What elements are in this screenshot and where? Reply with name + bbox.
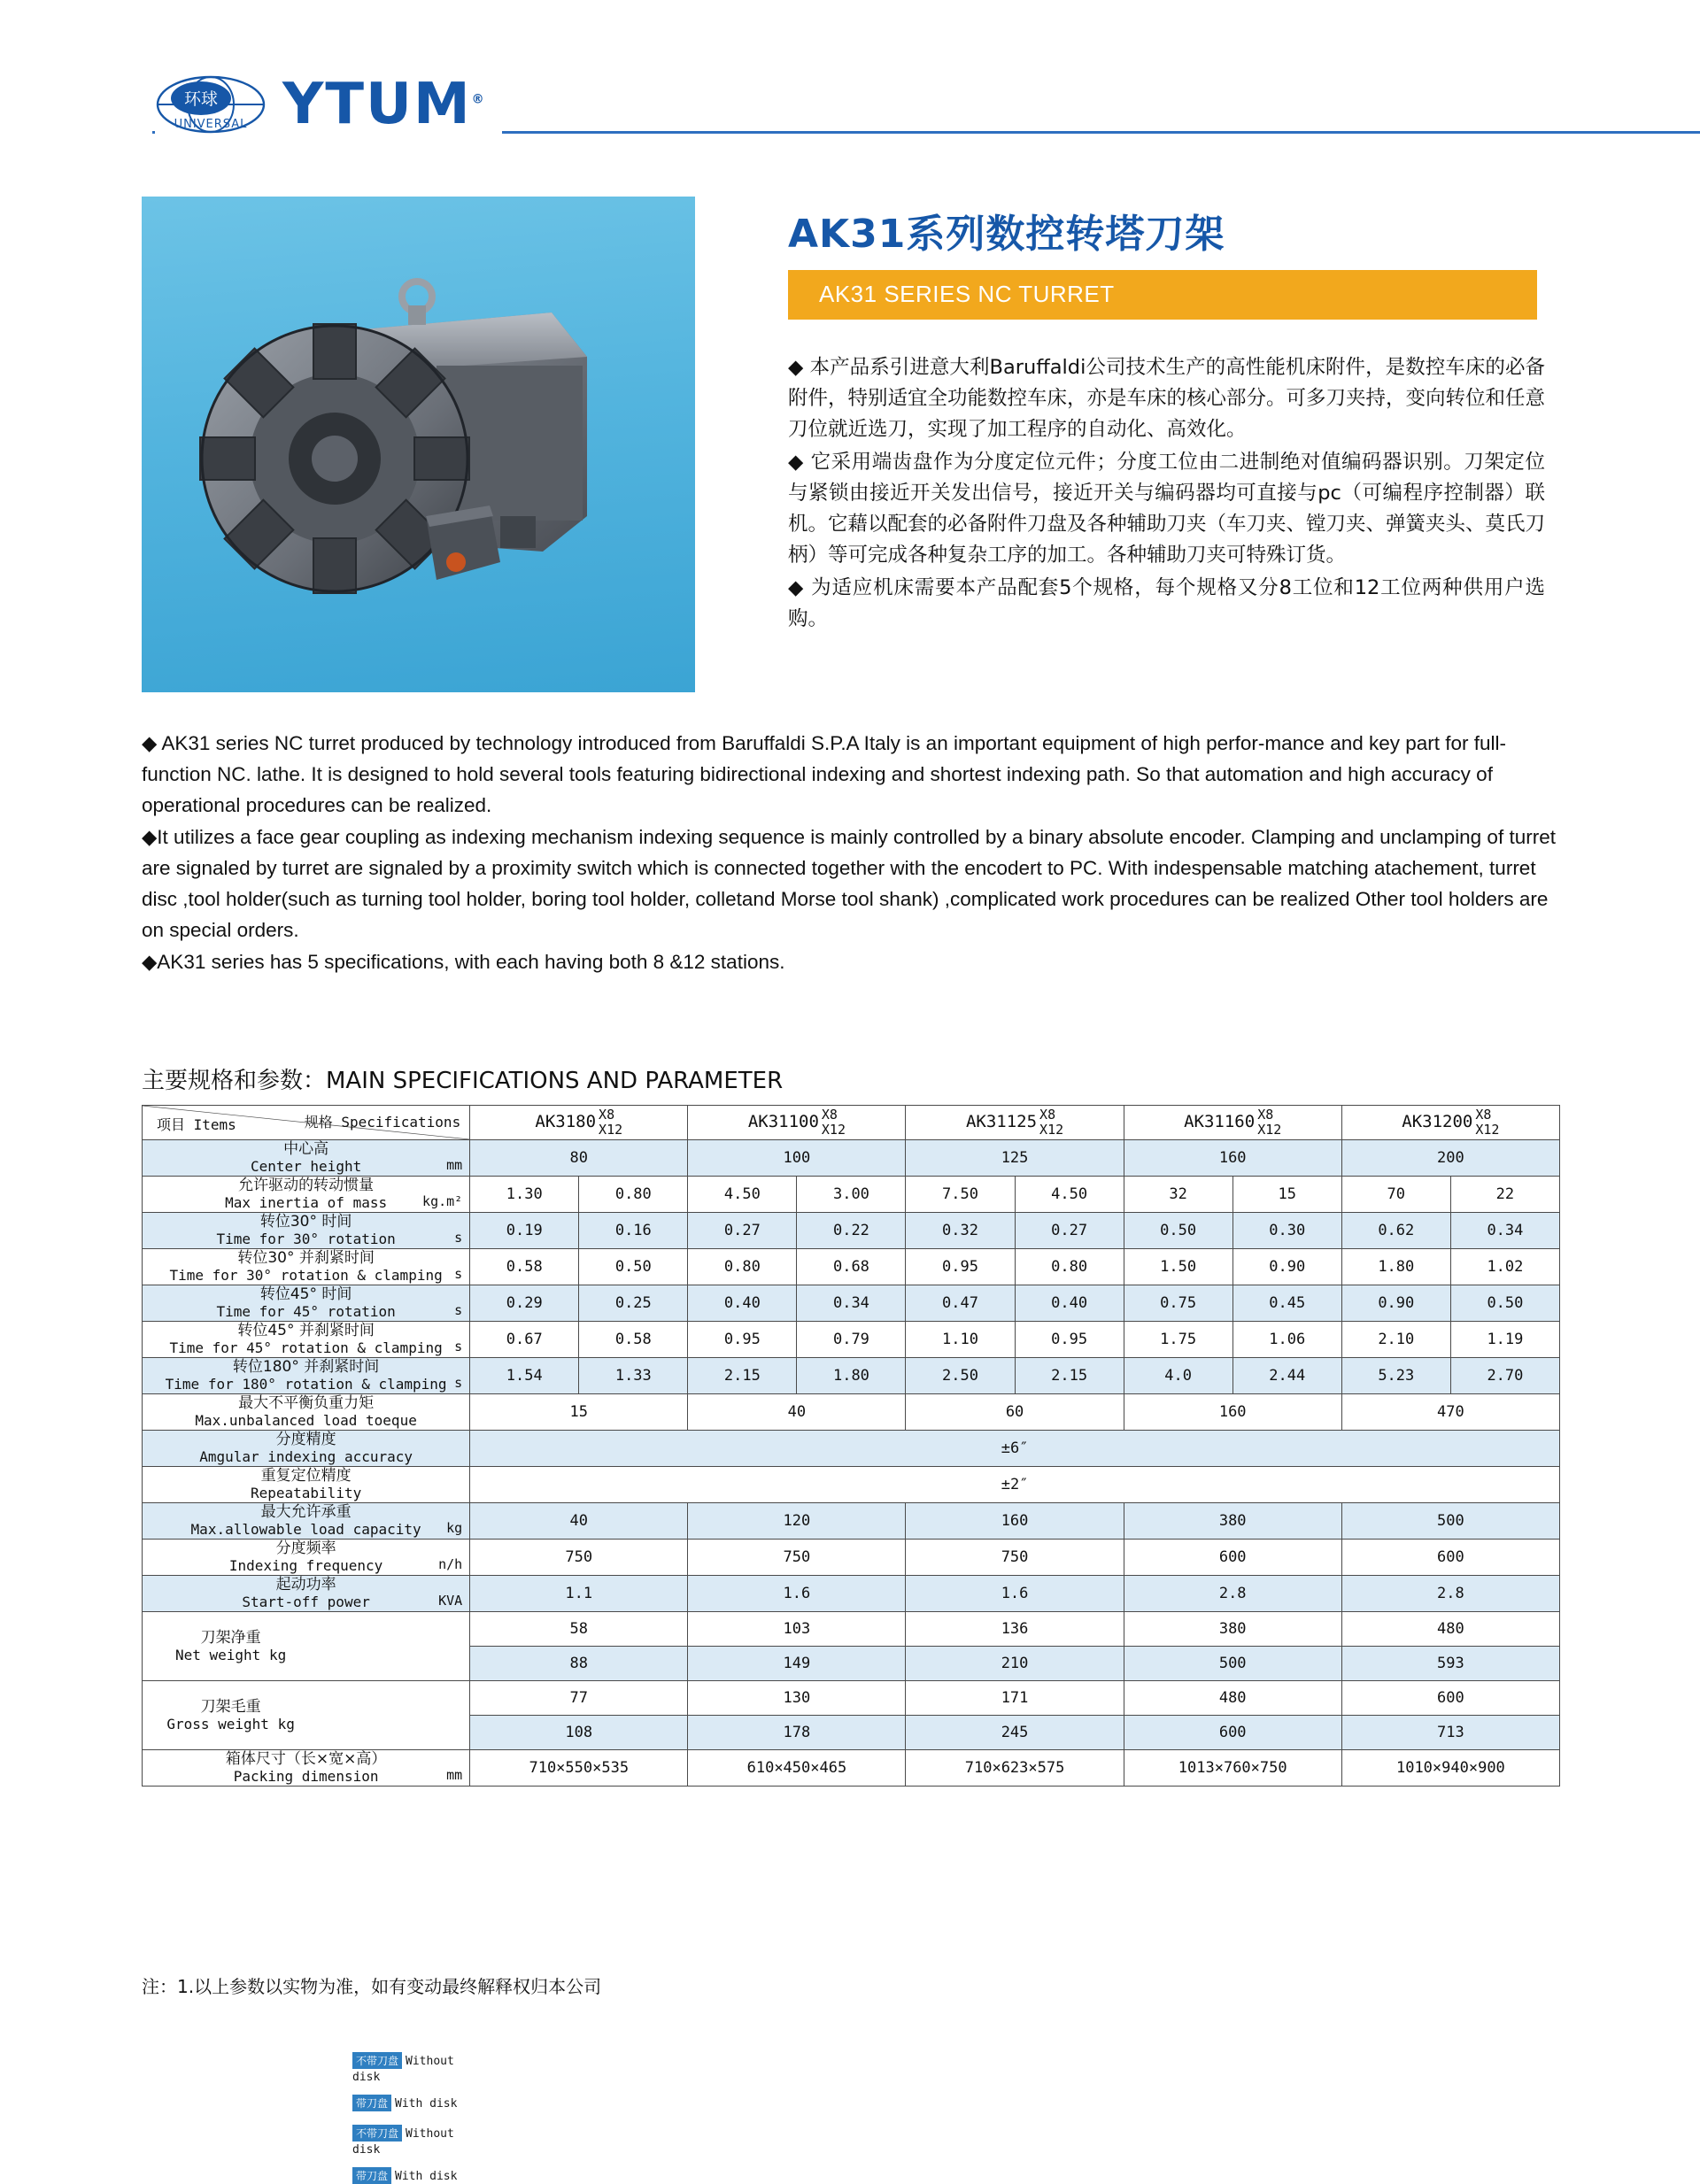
en-paragraph-3: ◆AK31 series has 5 specifications, with each having both 8 &12 stations. <box>142 951 785 973</box>
cell-value: 480 <box>1341 1612 1559 1647</box>
model-x8: X8 <box>1039 1107 1056 1123</box>
cell-value: 120 <box>688 1503 906 1540</box>
table-row <box>143 1394 1560 1431</box>
row-label <box>143 1358 470 1394</box>
row-unit: s <box>454 1339 463 1354</box>
cell-value: 1.06 <box>1232 1322 1341 1358</box>
cell-value: 1.80 <box>1341 1249 1450 1285</box>
row-label-en: Max.allowable load capacity <box>190 1521 421 1538</box>
model-header-5 <box>1341 1106 1559 1140</box>
turret-illustration <box>171 251 667 658</box>
header-mask <box>0 62 152 147</box>
cell-value: 60 <box>906 1394 1124 1431</box>
cell-value: 750 <box>906 1540 1124 1576</box>
cell-value: 2.8 <box>1124 1576 1341 1612</box>
cell-value: 77 <box>470 1681 688 1716</box>
model-name: AK3180 <box>535 1112 597 1131</box>
model-name: AK31200 <box>1402 1112 1473 1131</box>
spec-heading: 主要规格和参数：MAIN SPECIFICATIONS AND PARAMETER <box>142 1068 784 1094</box>
cell-value: 0.34 <box>1450 1213 1559 1249</box>
cn-paragraph-3: ◆ 为适应机床需要本产品配套5个规格，每个规格又分8工位和12工位两种供用户选购。 <box>788 576 1545 630</box>
cell-value: 750 <box>688 1540 906 1576</box>
cell-value: 1.1 <box>470 1576 688 1612</box>
cell-value: 0.27 <box>688 1213 797 1249</box>
cell-value: 600 <box>1124 1540 1341 1576</box>
brand-logo <box>155 69 502 140</box>
svg-text:环球: 环球 <box>183 89 219 109</box>
table-row <box>143 1467 1560 1503</box>
cell-value: ±6″ <box>470 1431 1560 1467</box>
cell-value: 103 <box>688 1612 906 1647</box>
row-label-en: Time for 30° rotation & clamping <box>169 1267 443 1284</box>
cell-value: 0.27 <box>1015 1213 1124 1249</box>
row-label-cn: 箱体尺寸（长×宽×高） <box>225 1750 387 1768</box>
footer-note: 注：1.以上参数以实物为准，如有变动最终解释权归本公司 <box>142 1976 602 1997</box>
cell-value: 2.70 <box>1450 1358 1559 1394</box>
model-name: AK31100 <box>747 1112 819 1131</box>
weight-subtags-net <box>352 2052 468 2111</box>
row-label-en: Time for 180° rotation & clamping <box>165 1376 447 1393</box>
cell-value: 2.8 <box>1341 1576 1559 1612</box>
cell-value: 600 <box>1341 1681 1559 1716</box>
cell-value: 710×550×535 <box>470 1750 688 1787</box>
model-x8: X8 <box>821 1107 838 1123</box>
cell-value: 480 <box>1124 1681 1341 1716</box>
cell-value: 0.45 <box>1232 1285 1341 1322</box>
model-x8: X8 <box>1475 1107 1492 1123</box>
table-row <box>143 1358 1560 1394</box>
cell-value: 7.50 <box>906 1177 1015 1213</box>
cell-value: 0.50 <box>1124 1213 1232 1249</box>
cell-value: 160 <box>1124 1140 1341 1177</box>
row-label-cn: 重复定位精度 <box>260 1467 352 1485</box>
cell-value: 710×623×575 <box>906 1750 1124 1787</box>
row-label-cn: 中心高 <box>283 1140 329 1158</box>
cn-paragraph-2: ◆ 它采用端齿盘作为分度定位元件；分度工位由二进制绝对值编码器识别。刀架定位与紧锁由接近开关发出信号，接近开关与编码器均可直接与pc（可编程序控制器）联机。它藉以配套的必备附件刀盘及各种辅助刀夹（车刀夹、镗刀夹、弹簧夹头、莫氏刀柄）等可完成各种复杂工序的加工。各种辅助刀夹可特殊订货。 <box>788 451 1546 567</box>
row-label <box>143 1213 470 1249</box>
cell-value: 0.58 <box>470 1249 579 1285</box>
row-label-en: Max inertia of mass <box>225 1194 388 1211</box>
table-row <box>143 1750 1560 1787</box>
cell-value: 1.19 <box>1450 1322 1559 1358</box>
row-label-en: Repeatability <box>250 1485 362 1501</box>
cell-value: 80 <box>470 1140 688 1177</box>
cell-value: 0.29 <box>470 1285 579 1322</box>
english-description <box>142 728 1558 978</box>
row-label-en: Amgular indexing accuracy <box>199 1448 413 1465</box>
cn-paragraph-1: ◆ 本产品系引进意大利Baruffaldi公司技术生产的高性能机床附件，是数控车床的必备附件，特别适宜全功能数控车床，亦是车床的核心部分。可多刀夹持，变向转位和任意刀位就近选刀，实现了加工程序的自动化、高效化。 <box>788 356 1546 441</box>
cell-value: 70 <box>1341 1177 1450 1213</box>
cell-value: 0.62 <box>1341 1213 1450 1249</box>
model-header-2 <box>688 1106 906 1140</box>
model-x8: X8 <box>599 1107 615 1123</box>
cell-value: 380 <box>1124 1612 1341 1647</box>
cell-value: 0.47 <box>906 1285 1015 1322</box>
cell-value: 0.30 <box>1232 1213 1341 1249</box>
cell-value: 2.50 <box>906 1358 1015 1394</box>
row-label <box>143 1576 470 1612</box>
row-label-en: Max.unbalanced load toeque <box>195 1412 417 1429</box>
model-header-1 <box>470 1106 688 1140</box>
row-unit: n/h <box>438 1556 463 1572</box>
cell-value: 0.95 <box>906 1249 1015 1285</box>
cell-value: 4.50 <box>1015 1177 1124 1213</box>
product-photo <box>142 197 695 692</box>
cell-value: ±2″ <box>470 1467 1560 1503</box>
cell-value: 500 <box>1124 1647 1341 1681</box>
row-unit: s <box>454 1375 463 1391</box>
page-header <box>0 0 1700 177</box>
cell-value: 22 <box>1450 1177 1559 1213</box>
table-row <box>143 1285 1560 1322</box>
row-label <box>143 1750 470 1787</box>
registered-mark: ® <box>471 92 486 107</box>
cell-value: 108 <box>470 1716 688 1750</box>
cell-value: 600 <box>1124 1716 1341 1750</box>
cell-value: 0.16 <box>579 1213 688 1249</box>
cell-value: 210 <box>906 1647 1124 1681</box>
en-paragraph-2: ◆It utilizes a face gear coupling as indexing mechanism indexing sequence is mainly controlled by a binary absolute encoder. Clamping and unclamping of turret are signaled by turret are signaled by a proximity switch which is connected together with the encodert to PC. With indespensable matching atachement, turret disc ,tool holder(such as turning tool holder, boring tool holder, colletand Morse tool shank) ,complicated work procedures can be realized Other tool holders are on special orders. <box>142 826 1556 941</box>
cell-value: 1.02 <box>1450 1249 1559 1285</box>
table-row <box>143 1576 1560 1612</box>
cell-value: 0.95 <box>688 1322 797 1358</box>
row-label-cn: 转位30° 并刹紧时间 <box>237 1249 375 1267</box>
table-row <box>143 1177 1560 1213</box>
row-label-cn: 分度精度 <box>275 1431 336 1448</box>
model-x12: X12 <box>599 1122 623 1138</box>
cell-value: 4.50 <box>688 1177 797 1213</box>
cell-value: 0.80 <box>1015 1249 1124 1285</box>
cell-value: 4.0 <box>1124 1358 1232 1394</box>
row-unit: KVA <box>438 1593 463 1609</box>
row-unit: mm <box>446 1767 463 1783</box>
cell-value: 0.90 <box>1341 1285 1450 1322</box>
chinese-description <box>788 352 1545 637</box>
cell-value: 1.30 <box>470 1177 579 1213</box>
row-label <box>143 1681 470 1750</box>
cell-value: 600 <box>1341 1540 1559 1576</box>
cell-value: 1.80 <box>797 1358 906 1394</box>
cell-value: 0.32 <box>906 1213 1015 1249</box>
row-label <box>143 1285 470 1322</box>
corner-item-label: 项目 Items <box>157 1116 236 1133</box>
table-row <box>143 1612 1560 1647</box>
cell-value: 713 <box>1341 1716 1559 1750</box>
row-unit: s <box>454 1230 463 1246</box>
cell-value: 750 <box>470 1540 688 1576</box>
cell-value: 0.40 <box>688 1285 797 1322</box>
cell-value: 1013×760×750 <box>1124 1750 1341 1787</box>
cell-value: 0.80 <box>688 1249 797 1285</box>
row-label-en: Center height <box>250 1158 362 1175</box>
row-label <box>143 1322 470 1358</box>
row-label-cn: 转位45° 并刹紧时间 <box>237 1322 375 1339</box>
row-label-en: Packing dimension <box>233 1768 379 1785</box>
cell-value: 15 <box>470 1394 688 1431</box>
row-label <box>143 1431 470 1467</box>
row-label-en: Start-off power <box>242 1594 370 1610</box>
cell-value: 500 <box>1341 1503 1559 1540</box>
cell-value: 0.50 <box>579 1249 688 1285</box>
row-label-cn: 起动功率 <box>275 1576 336 1594</box>
cell-value: 40 <box>688 1394 906 1431</box>
cell-value: 593 <box>1341 1647 1559 1681</box>
product-title-en: AK31 SERIES NC TURRET <box>819 281 1115 307</box>
cell-value: 380 <box>1124 1503 1341 1540</box>
with-disk-tag-cn: 带刀盘 <box>352 2095 391 2111</box>
row-label-cn: 最大不平衡负重力矩 <box>238 1394 375 1412</box>
product-title-band <box>788 270 1537 320</box>
cell-value: 58 <box>470 1612 688 1647</box>
cell-value: 40 <box>470 1503 688 1540</box>
cell-value: 5.23 <box>1341 1358 1450 1394</box>
logo-wordmark <box>282 72 486 137</box>
row-unit: s <box>454 1266 463 1282</box>
cell-value: 1.33 <box>579 1358 688 1394</box>
row-unit: kg <box>446 1520 463 1536</box>
table-corner-cell <box>143 1106 470 1140</box>
cell-value: 0.50 <box>1450 1285 1559 1322</box>
row-label-cn: 允许驱动的转动惯量 <box>238 1177 375 1194</box>
cell-value: 1010×940×900 <box>1341 1750 1559 1787</box>
cell-value: 1.54 <box>470 1358 579 1394</box>
without-disk-tag-en: Without disk <box>352 2127 454 2157</box>
weight-subtags-gross <box>352 2125 468 2184</box>
spec-table <box>142 1105 1560 1787</box>
product-title-cn: AK31系列数控转塔刀架 <box>788 212 1225 257</box>
cell-value: 160 <box>1124 1394 1341 1431</box>
cell-value: 0.19 <box>470 1213 579 1249</box>
cell-value: 1.6 <box>688 1576 906 1612</box>
table-row <box>143 1322 1560 1358</box>
table-row <box>143 1140 1560 1177</box>
cell-value: 1.50 <box>1124 1249 1232 1285</box>
cell-value: 136 <box>906 1612 1124 1647</box>
cell-value: 1.10 <box>906 1322 1015 1358</box>
row-label-cn: 转位30° 时间 <box>259 1213 352 1231</box>
cell-value: 2.15 <box>1015 1358 1124 1394</box>
row-label-en: Time for 45° rotation & clamping <box>169 1339 443 1356</box>
model-x12: X12 <box>821 1122 846 1138</box>
row-label <box>143 1177 470 1213</box>
table-row <box>143 1431 1560 1467</box>
cell-value: 245 <box>906 1716 1124 1750</box>
row-label <box>143 1394 470 1431</box>
row-label-cn: 分度频率 <box>275 1540 336 1557</box>
row-label <box>143 1140 470 1177</box>
row-label-cn: 最大允许承重 <box>260 1503 352 1521</box>
cell-value: 171 <box>906 1681 1124 1716</box>
table-header-row <box>143 1106 1560 1140</box>
row-unit: s <box>454 1302 463 1318</box>
cell-value: 2.10 <box>1341 1322 1450 1358</box>
cell-value: 610×450×465 <box>688 1750 906 1787</box>
logo-wordmark-text: YTUM <box>282 72 472 137</box>
model-x12: X12 <box>1257 1122 1282 1138</box>
row-label <box>143 1540 470 1576</box>
cell-value: 0.68 <box>797 1249 906 1285</box>
row-label <box>143 1612 470 1681</box>
row-label <box>143 1249 470 1285</box>
table-row <box>143 1249 1560 1285</box>
model-header-3 <box>906 1106 1124 1140</box>
cell-value: 1.6 <box>906 1576 1124 1612</box>
row-label-en: Indexing frequency <box>228 1557 383 1574</box>
without-disk-tag-en: Without disk <box>352 2055 454 2084</box>
without-disk-tag-cn: 不带刀盘 <box>352 2125 402 2142</box>
without-disk-tag-cn: 不带刀盘 <box>352 2052 402 2069</box>
row-unit: kg.m² <box>422 1193 463 1209</box>
cell-value: 0.22 <box>797 1213 906 1249</box>
row-unit: mm <box>446 1157 463 1173</box>
cell-value: 470 <box>1341 1394 1559 1431</box>
cell-value: 0.79 <box>797 1322 906 1358</box>
cell-value: 0.80 <box>579 1177 688 1213</box>
cell-value: 125 <box>906 1140 1124 1177</box>
cell-value: 178 <box>688 1716 906 1750</box>
cell-value: 0.90 <box>1232 1249 1341 1285</box>
row-label-cn: 刀架毛重 <box>200 1697 261 1716</box>
row-label <box>143 1467 470 1503</box>
cell-value: 1.75 <box>1124 1322 1232 1358</box>
globe-icon <box>155 69 267 140</box>
cell-value: 200 <box>1341 1140 1559 1177</box>
row-label-cn: 转位180° 并刹紧时间 <box>232 1358 380 1376</box>
model-x12: X12 <box>1039 1122 1064 1138</box>
model-x8: X8 <box>1257 1107 1274 1123</box>
table-row <box>143 1540 1560 1576</box>
cell-value: 0.75 <box>1124 1285 1232 1322</box>
corner-spec-label: 规格 Specifications <box>304 1114 461 1131</box>
svg-text:UNIVERSAL: UNIVERSAL <box>174 118 248 131</box>
cell-value: 100 <box>688 1140 906 1177</box>
cell-value: 0.34 <box>797 1285 906 1322</box>
cell-value: 2.44 <box>1232 1358 1341 1394</box>
cell-value: 0.40 <box>1015 1285 1124 1322</box>
row-label-cn: 刀架净重 <box>200 1628 261 1647</box>
cell-value: 149 <box>688 1647 906 1681</box>
cell-value: 0.58 <box>579 1322 688 1358</box>
cell-value: 2.15 <box>688 1358 797 1394</box>
row-label-en: Gross weight kg <box>166 1715 295 1733</box>
model-name: AK31125 <box>965 1112 1038 1131</box>
cell-value: 15 <box>1232 1177 1341 1213</box>
cell-value: 32 <box>1124 1177 1232 1213</box>
row-label <box>143 1503 470 1540</box>
model-header-4 <box>1124 1106 1341 1140</box>
row-label-cn: 转位45° 时间 <box>259 1285 352 1303</box>
row-label-en: Time for 45° rotation <box>216 1303 396 1320</box>
cell-value: 0.25 <box>579 1285 688 1322</box>
model-x12: X12 <box>1475 1122 1500 1138</box>
cell-value: 88 <box>470 1647 688 1681</box>
cell-value: 0.95 <box>1015 1322 1124 1358</box>
table-row <box>143 1213 1560 1249</box>
with-disk-tag-en: With disk <box>395 2170 458 2183</box>
cell-value: 0.67 <box>470 1322 579 1358</box>
model-name: AK31160 <box>1184 1112 1256 1131</box>
en-paragraph-1: ◆ AK31 series NC turret produced by technology introduced from Baruffaldi S.P.A Italy is an important equipment of high perfor-mance and key part for full- function NC. lathe. It is designed to hold several tools featuring bidirectional indexing and shortest indexing path. So that automation and high accuracy of operational procedures can be realized. <box>142 732 1507 816</box>
row-label-en: Net weight kg <box>174 1646 287 1663</box>
cell-value: 130 <box>688 1681 906 1716</box>
row-label-en: Time for 30° rotation <box>216 1231 396 1247</box>
table-row <box>143 1681 1560 1716</box>
cell-value: 160 <box>906 1503 1124 1540</box>
with-disk-tag-cn: 带刀盘 <box>352 2167 391 2184</box>
cell-value: 3.00 <box>797 1177 906 1213</box>
with-disk-tag-en: With disk <box>395 2097 458 2111</box>
table-row <box>143 1503 1560 1540</box>
